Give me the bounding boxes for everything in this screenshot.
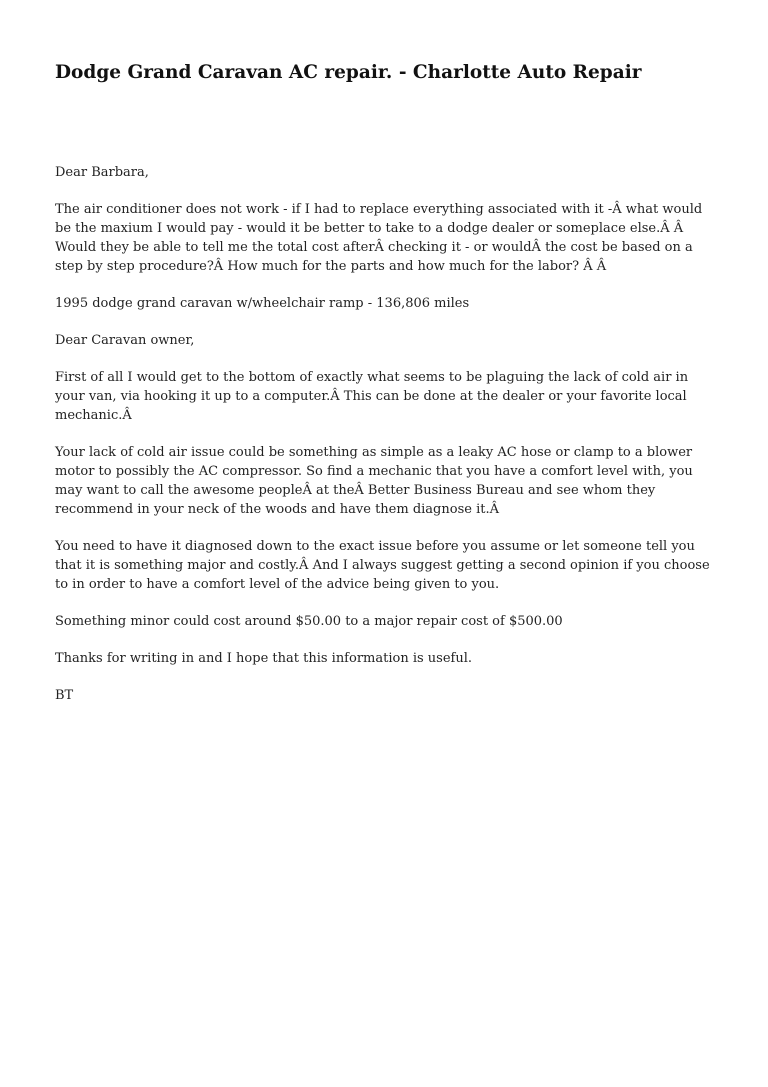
vehicle-info-paragraph: 1995 dodge grand caravan w/wheelchair ramp - 136,806 miles [55, 296, 470, 311]
signature: BT [55, 688, 74, 703]
document-page [55, 60, 715, 723]
reply-greeting-paragraph: Dear Caravan owner, [55, 333, 195, 348]
document-title: Dodge Grand Caravan AC repair. - Charlotte Auto Repair [55, 62, 642, 83]
answer-paragraph-1: First of all I would get to the bottom of exactly what seems to be plaguing the lack of cold air in your van, via hooking it up to a computer.Â This can be done at the dealer or your favorite local mechanic.Â [55, 370, 689, 423]
answer-paragraph-3: You need to have it diagnosed down to the exact issue before you assume or let someone tell you that it is something major and costly.Â And I always suggest getting a second opinion if you choose to in order to have a comfort level of the advice being given to you. [55, 539, 710, 592]
greeting-paragraph: Dear Barbara, [55, 165, 149, 180]
question-paragraph: The air conditioner does not work - if I had to replace everything associated with it -Â what would be the maxium I would pay - would it be better to take to a dodge dealer or someplace else.Â Â Would they be able to tell me the total cost afterÂ checking it - or wouldÂ the cost be based on a step by step procedure?Â How much for the parts and how much for the labor? Â Â [55, 202, 703, 274]
cost-estimate-paragraph: Something minor could cost around $50.00 to a major repair cost of $500.00 [55, 614, 563, 629]
closing-paragraph: Thanks for writing in and I hope that this information is useful. [55, 651, 473, 666]
answer-paragraph-2: Your lack of cold air issue could be something as simple as a leaky AC hose or clamp to a blower motor to possibly the AC compressor. So find a mechanic that you have a comfort level with, you may want to call the awesome peopleÂ at theÂ Better Business Bureau and see whom they recommend in your neck of the woods and have them diagnose it.Â [55, 445, 693, 517]
document-body [55, 163, 715, 705]
